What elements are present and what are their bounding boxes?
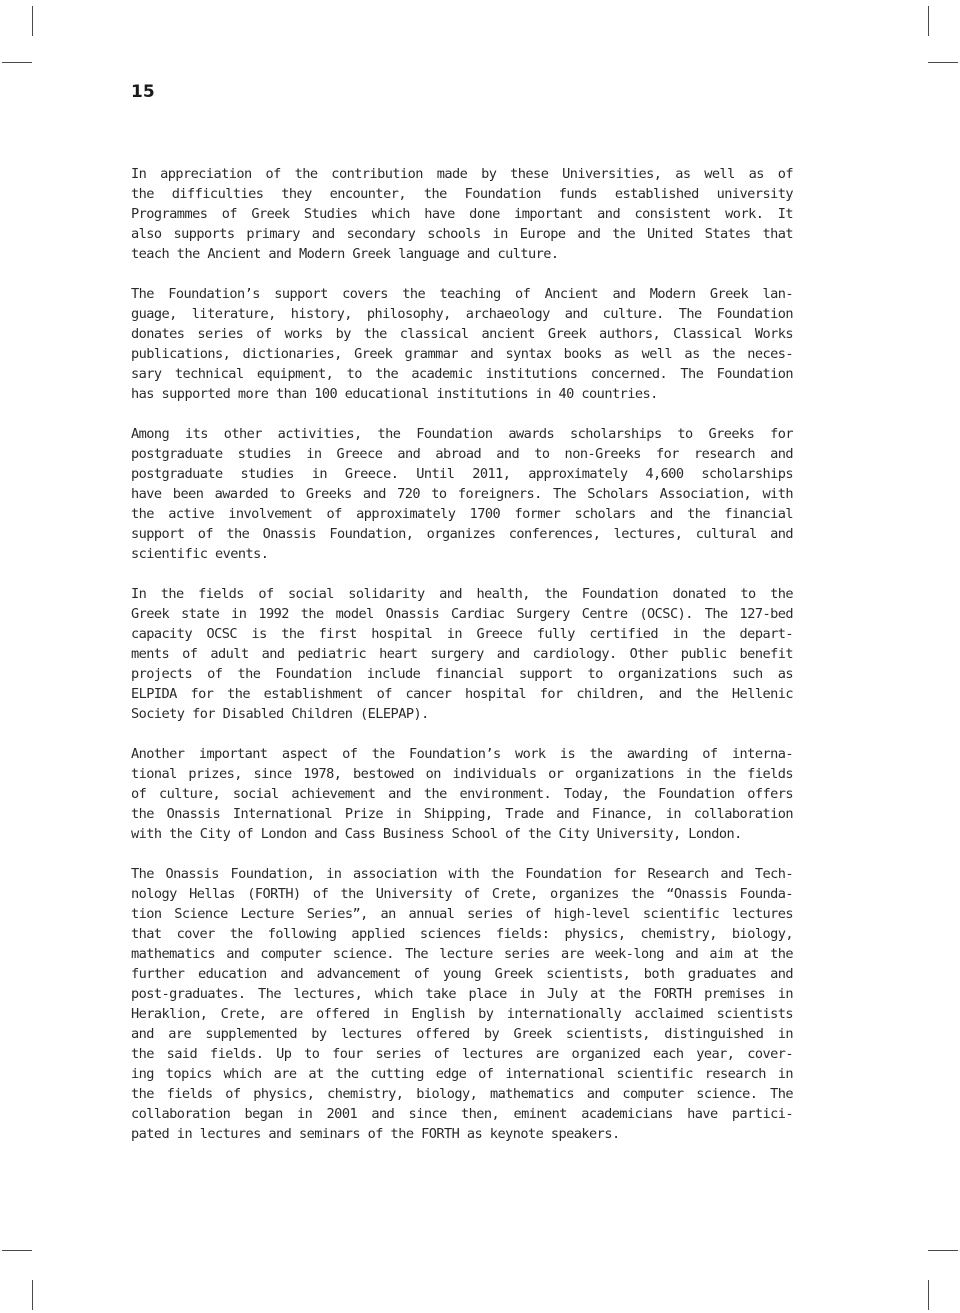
text-line: the fields of physics, chemistry, biology, mathematics and computer science. The xyxy=(131,1086,793,1102)
text-line: collaboration began in 2001 and since then, eminent academicians have partici- xyxy=(131,1106,793,1122)
paragraph xyxy=(131,864,793,1144)
text-line: Among its other activities, the Foundation awards scholarships to Greeks for xyxy=(131,426,793,442)
text-line: that cover the following applied sciences fields: physics, chemistry, biology, xyxy=(131,926,793,942)
text-line: the Onassis International Prize in Shipping, Trade and Finance, in collaboration xyxy=(131,806,793,822)
text-line: tion Science Lecture Series”, an annual series of high-level scientific lectures xyxy=(131,906,793,922)
crop-mark-bottom-right-horizontal xyxy=(928,1250,958,1251)
crop-mark-top-right-vertical xyxy=(928,6,929,36)
text-line: ments of adult and pediatric heart surgery and cardiology. Other public benefit xyxy=(131,646,793,662)
crop-mark-top-left-horizontal xyxy=(2,62,32,63)
text-line: guage, literature, history, philosophy, archaeology and culture. The Foundation xyxy=(131,306,793,322)
text-line: postgraduate studies in Greece and abroad and to non-Greeks for research and xyxy=(131,446,793,462)
text-line: postgraduate studies in Greece. Until 2011, approximately 4,600 scholarships xyxy=(131,466,793,482)
text-line: with the City of London and Cass Business School of the City University, London. xyxy=(131,826,742,842)
text-line: publications, dictionaries, Greek grammar and syntax books as well as the neces- xyxy=(131,346,793,362)
text-line: teach the Ancient and Modern Greek language and culture. xyxy=(131,246,559,262)
text-line: pated in lectures and seminars of the FORTH as keynote speakers. xyxy=(131,1126,620,1142)
paragraph xyxy=(131,584,793,724)
paragraph xyxy=(131,164,793,264)
text-line: the difficulties they encounter, the Foundation funds established university xyxy=(131,186,793,202)
text-line: scientific events. xyxy=(131,546,269,562)
text-line: the said fields. Up to four series of lectures are organized each year, cover- xyxy=(131,1046,793,1062)
crop-mark-top-right-horizontal xyxy=(928,62,958,63)
text-line: has supported more than 100 educational institutions in 40 countries. xyxy=(131,386,658,402)
paragraph xyxy=(131,284,793,404)
text-line: ELPIDA for the establishment of cancer hospital for children, and the Hellenic xyxy=(131,686,793,702)
text-line: also supports primary and secondary schools in Europe and the United States that xyxy=(131,226,793,242)
text-line: of culture, social achievement and the environment. Today, the Foundation offers xyxy=(131,786,793,802)
crop-mark-bottom-left-vertical xyxy=(32,1280,33,1310)
text-line: mathematics and computer science. The lecture series are week-long and aim at the xyxy=(131,946,793,962)
text-line: the active involvement of approximately 1700 former scholars and the financial xyxy=(131,506,793,522)
text-line: In appreciation of the contribution made by these Universities, as well as of xyxy=(131,166,793,182)
text-line: further education and advancement of young Greek scientists, both graduates and xyxy=(131,966,793,982)
text-line: donates series of works by the classical ancient Greek authors, Classical Works xyxy=(131,326,793,342)
text-line: Society for Disabled Children (ELEPAP). xyxy=(131,706,429,722)
body-text xyxy=(131,164,793,1164)
paragraph xyxy=(131,744,793,844)
text-line: The Onassis Foundation, in association with the Foundation for Research and Tech- xyxy=(131,866,793,882)
text-line: Another important aspect of the Foundation’s work is the awarding of interna- xyxy=(131,746,793,762)
text-line: nology Hellas (FORTH) of the University of Crete, organizes the “Onassis Founda- xyxy=(131,886,793,902)
text-line: In the fields of social solidarity and health, the Foundation donated to the xyxy=(131,586,793,602)
text-line: projects of the Foundation include financial support to organizations such as xyxy=(131,666,793,682)
crop-mark-bottom-left-horizontal xyxy=(2,1250,32,1251)
text-line: post-graduates. The lectures, which take place in July at the FORTH premises in xyxy=(131,986,793,1002)
text-line: sary technical equipment, to the academic institutions concerned. The Foundation xyxy=(131,366,793,382)
text-line: Heraklion, Crete, are offered in English by internationally acclaimed scientists xyxy=(131,1006,793,1022)
text-line: capacity OCSC is the first hospital in Greece fully certified in the depart- xyxy=(131,626,793,642)
text-line: tional prizes, since 1978, bestowed on individuals or organizations in the fields xyxy=(131,766,793,782)
text-line: have been awarded to Greeks and 720 to foreigners. The Scholars Association, with xyxy=(131,486,793,502)
paragraph xyxy=(131,424,793,564)
text-line: ing topics which are at the cutting edge of international scientific research in xyxy=(131,1066,793,1082)
text-line: The Foundation’s support covers the teaching of Ancient and Modern Greek lan- xyxy=(131,286,793,302)
text-line: Programmes of Greek Studies which have done important and consistent work. It xyxy=(131,206,793,222)
text-line: and are supplemented by lectures offered by Greek scientists, distinguished in xyxy=(131,1026,793,1042)
text-line: support of the Onassis Foundation, organizes conferences, lectures, cultural and xyxy=(131,526,793,542)
text-line: Greek state in 1992 the model Onassis Cardiac Surgery Centre (OCSC). The 127-bed xyxy=(131,606,793,622)
crop-mark-top-left-vertical xyxy=(32,6,33,36)
page-number: 15 xyxy=(131,82,155,102)
crop-mark-bottom-right-vertical xyxy=(928,1280,929,1310)
